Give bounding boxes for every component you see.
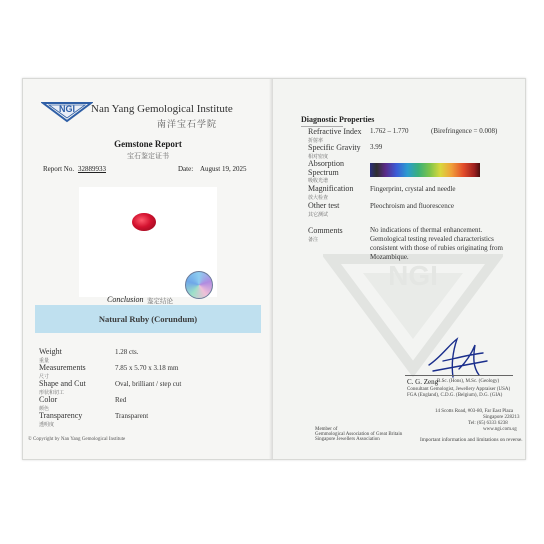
hologram-seal-icon (185, 271, 213, 299)
diag-value: 3.99 (370, 143, 383, 151)
field-label: Measurements (39, 363, 86, 372)
signatory-cred3: FGA (England), C.D.G. (Belgium), D.G. (GIA) (407, 393, 503, 398)
signatory-cred2: Consultant Gemologist, Jewellery Appraiser (USA) (407, 387, 511, 392)
field-label: Transparency (39, 411, 83, 420)
report-document (22, 78, 526, 460)
membership (315, 427, 403, 442)
left-page (23, 79, 273, 459)
report-title-zh: 宝石鉴定证书 (127, 152, 169, 160)
address-line3: Tel: (65) 6333 6238 (468, 421, 508, 426)
membership-line3: Singapore Jewellers Association (315, 437, 380, 442)
ngi-logo-icon (41, 99, 93, 123)
field-value: 1.28 cts. (115, 348, 139, 356)
institute-name: Nan Yang Gemological Institute (91, 103, 233, 115)
signatory-name: C. G. Zeng (407, 378, 439, 386)
diag-label-zh: 吸收光谱 (308, 178, 329, 184)
report-date-label: Date: (178, 165, 194, 173)
address-line2: Singapore 228213 (483, 415, 520, 420)
field-value: 7.85 x 5.70 x 3.18 mm (115, 364, 179, 372)
signature-rule (405, 375, 513, 376)
field-label: Weight (39, 347, 62, 356)
report-number: 32889933 (78, 165, 106, 173)
diag-value: Pleochroism and fluorescence (370, 202, 454, 210)
conclusion-band (35, 305, 261, 333)
diag-label: Magnification (308, 184, 354, 193)
address-line1: 14 Scotts Road, #03-80, Far East Plaza (435, 409, 514, 414)
report-title: Gemstone Report (114, 139, 182, 149)
field-label-zh: 重量 (39, 358, 50, 364)
logo-text: NGI (58, 104, 76, 114)
field-label-zh: 形状和切工 (39, 390, 65, 396)
comments-label-zh: 备注 (308, 237, 319, 243)
field-label-zh: 透明度 (39, 422, 55, 428)
comments-text: No indications of thermal enhancement. Gemological testing revealed characteristics consistent with those of rubies originating from Mozambique. (370, 226, 503, 261)
diag-label-zh: 放大检查 (308, 195, 329, 201)
spectrum-bar (370, 163, 480, 177)
field-label-zh: 尺寸 (39, 374, 50, 380)
diag-label: Refractive Index (308, 127, 362, 136)
field-value: Red (115, 396, 127, 404)
signatory-cred1: B.Sc. (Hons), M.Sc. (Geology) (437, 379, 500, 384)
gem-image (132, 213, 156, 231)
membership-line1: Member of (315, 427, 338, 432)
diag-label: Specific Gravity (308, 143, 361, 152)
field-label: Shape and Cut (39, 379, 86, 388)
diag-value: 1.762 – 1.770 (370, 127, 409, 135)
conclusion-label: Conclusion (107, 295, 144, 304)
report-number-label: Report No. (43, 165, 75, 173)
diag-label: Absorption Spectrum (308, 159, 344, 177)
diag-label: Other test (308, 201, 340, 210)
address-line4: www.ngi.com.sg (483, 427, 517, 432)
diag-label-zh: 其它测试 (308, 212, 329, 218)
conclusion-label-zh: 鉴定结论 (147, 297, 173, 305)
membership-line2: Gemmological Association of Great Britain (315, 432, 403, 437)
conclusion-value: Natural Ruby (Corundum) (98, 314, 198, 324)
report-date: August 19, 2025 (200, 165, 247, 173)
field-label: Color (39, 395, 58, 404)
diag-label-zh: 相对密度 (308, 154, 329, 160)
field-value: Oval, brilliant / step cut (115, 380, 182, 388)
field-label-zh: 颜色 (39, 406, 50, 412)
diag-value: Fingerprint, crystal and needle (370, 185, 456, 193)
diagnostic-title: Diagnostic Properties (301, 115, 375, 124)
field-value: Transparent (115, 412, 149, 420)
footer-note: Important information and limitations on reverse. (420, 437, 523, 443)
comments-label: Comments (308, 226, 343, 235)
svg-text:NGI: NGI (388, 260, 438, 291)
institute-name-zh: 南洋宝石学院 (157, 120, 218, 130)
diag-label-zh: 折射率 (308, 138, 324, 144)
diag-extra: (Birefringence = 0.008) (431, 127, 498, 135)
right-page (273, 79, 525, 459)
copyright: © Copyright by Nan Yang Gemological Institute (28, 437, 126, 442)
